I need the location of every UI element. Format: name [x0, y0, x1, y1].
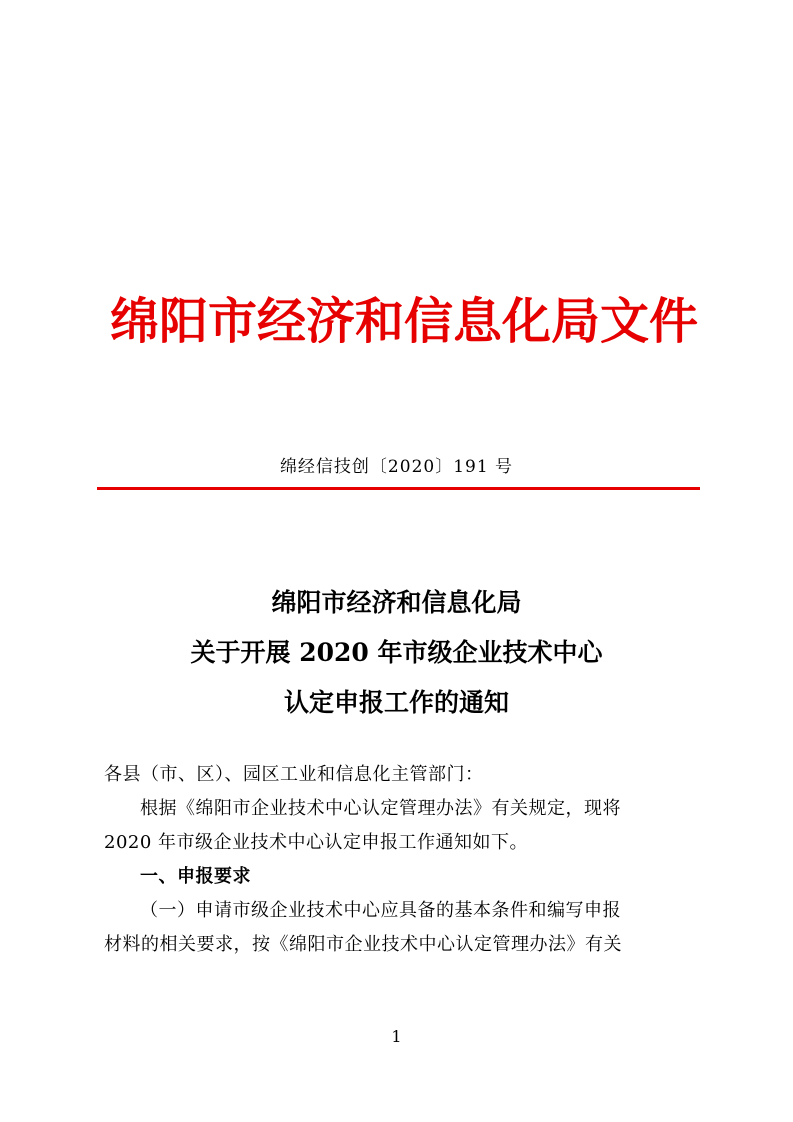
salutation: 各县（市、区）、园区工业和信息化主管部门：: [104, 764, 484, 785]
notice-title-line-2: 关于开展 2020 年市级企业技术中心: [190, 638, 603, 667]
page-number: 1: [391, 1027, 402, 1046]
paragraph-1-line-1: 根据《绵阳市企业技术中心认定管理办法》有关规定，现将: [140, 798, 621, 819]
notice-body: [104, 758, 696, 962]
paragraph-2-line-1: （一）申请市级企业技术中心应具备的基本条件和编写申报: [140, 900, 621, 921]
document-header-title: 绵阳市经济和信息化局文件: [109, 293, 698, 350]
notice-title-line-1: 绵阳市经济和信息化局: [271, 588, 522, 617]
red-divider-line: [97, 487, 700, 490]
paragraph-2-line-2: 材料的相关要求，按《绵阳市企业技术中心认定管理办法》有关: [104, 934, 622, 955]
notice-title: [0, 578, 793, 728]
paragraph-1-line-2: 2020 年市级企业技术中心认定申报工作通知如下。: [104, 832, 529, 853]
section-heading-1: 一、申报要求: [140, 866, 251, 887]
document-number: 绵经信技创〔2020〕191 号: [279, 457, 514, 477]
notice-title-line-3: 认定申报工作的通知: [283, 688, 509, 717]
